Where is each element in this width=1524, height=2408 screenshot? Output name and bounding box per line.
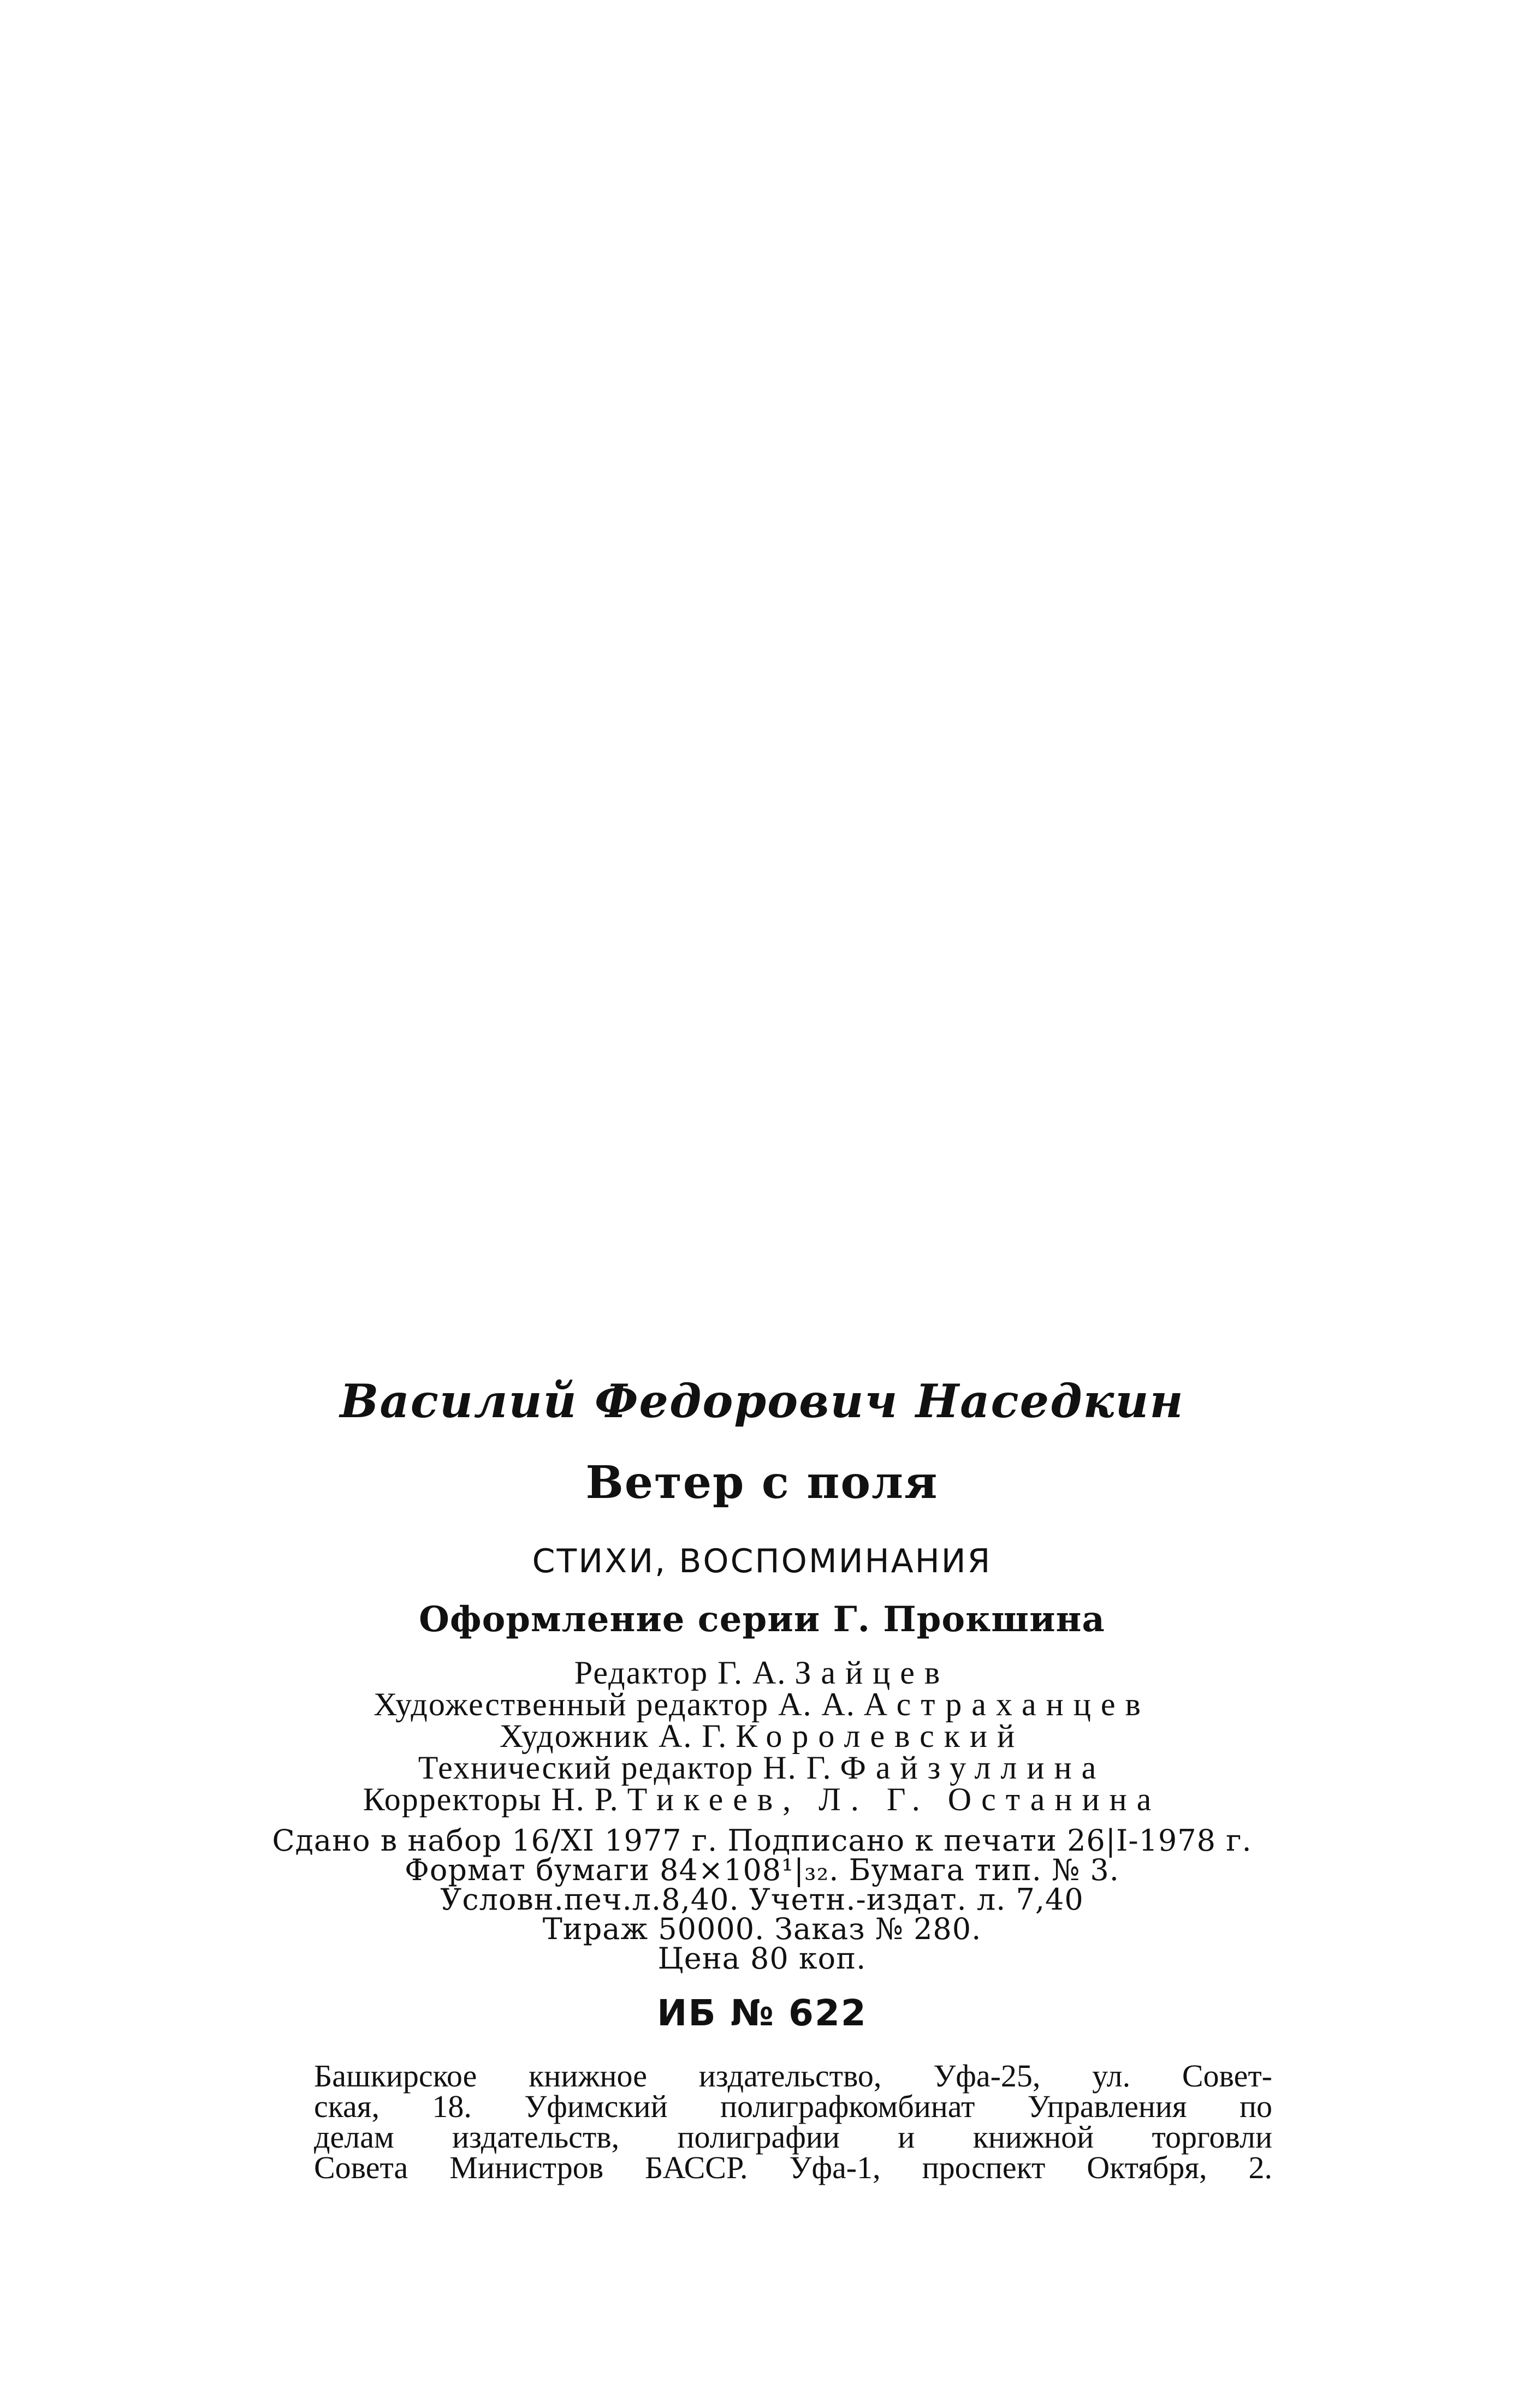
credit-name: Файзуллина [840,1750,1106,1786]
credit-name: Тикеев, Л. Г. Останина [627,1781,1161,1817]
credit-proofreaders [0,1783,1524,1815]
book-title: Ветер с поля [585,1456,939,1509]
publisher-info [314,2058,1272,2185]
publisher-line: Совета Министров БАССР. Уфа-1, проспект Октября, 2. [314,2150,1272,2185]
credit-role: Художник А. Г. [499,1718,728,1754]
publisher-line: Башкирское книжное издательство, Уфа-25, ул. Совет- [314,2058,1272,2094]
ib-number: ИБ № 622 [657,1992,867,2034]
credit-name: Астраханцев [863,1686,1151,1722]
credit-artist [0,1720,1524,1752]
imprint-line: Сдано в набор 16/XI 1977 г. Подписано к печати 26|I-1978 г. [272,1823,1252,1858]
imprint-line: Цена 80 коп. [657,1941,867,1976]
book-subtitle: СТИХИ, ВОСПОМИНАНИЯ [532,1542,992,1580]
publisher-line: ская, 18. Уфимский полиграфкомбинат Управления по [314,2089,1272,2124]
imprint-line: Условн.печ.л.8,40. Учетн.-издат. л. 7,40 [440,1882,1084,1917]
credit-role: Художественный редактор А. А. [373,1686,856,1722]
credit-technical-editor [0,1750,1524,1786]
credit-role: Технический редактор Н. Г. [418,1750,832,1786]
series-design-credit: Оформление серии Г. Прокшина [419,1599,1105,1640]
credit-role: Корректоры Н. Р. [363,1781,619,1817]
print-imprint [0,1823,1524,1976]
imprint-line: Формат бумаги 84×108¹|₃₂. Бумага тип. № 3. [405,1853,1119,1887]
publisher-line: делам издательств, полиграфии и книжной торговли [314,2119,1272,2155]
credit-editor [0,1655,1524,1691]
credit-name: Зайцев [794,1655,950,1691]
author-name: Василий Федорович Наседкин [340,1374,1184,1428]
editorial-credits [0,1657,1524,1815]
credit-role: Редактор Г. А. [574,1655,787,1691]
credit-name: Королевский [736,1718,1025,1754]
credit-art-editor [0,1688,1524,1720]
imprint-line: Тираж 50000. Заказ № 280. [542,1912,982,1946]
